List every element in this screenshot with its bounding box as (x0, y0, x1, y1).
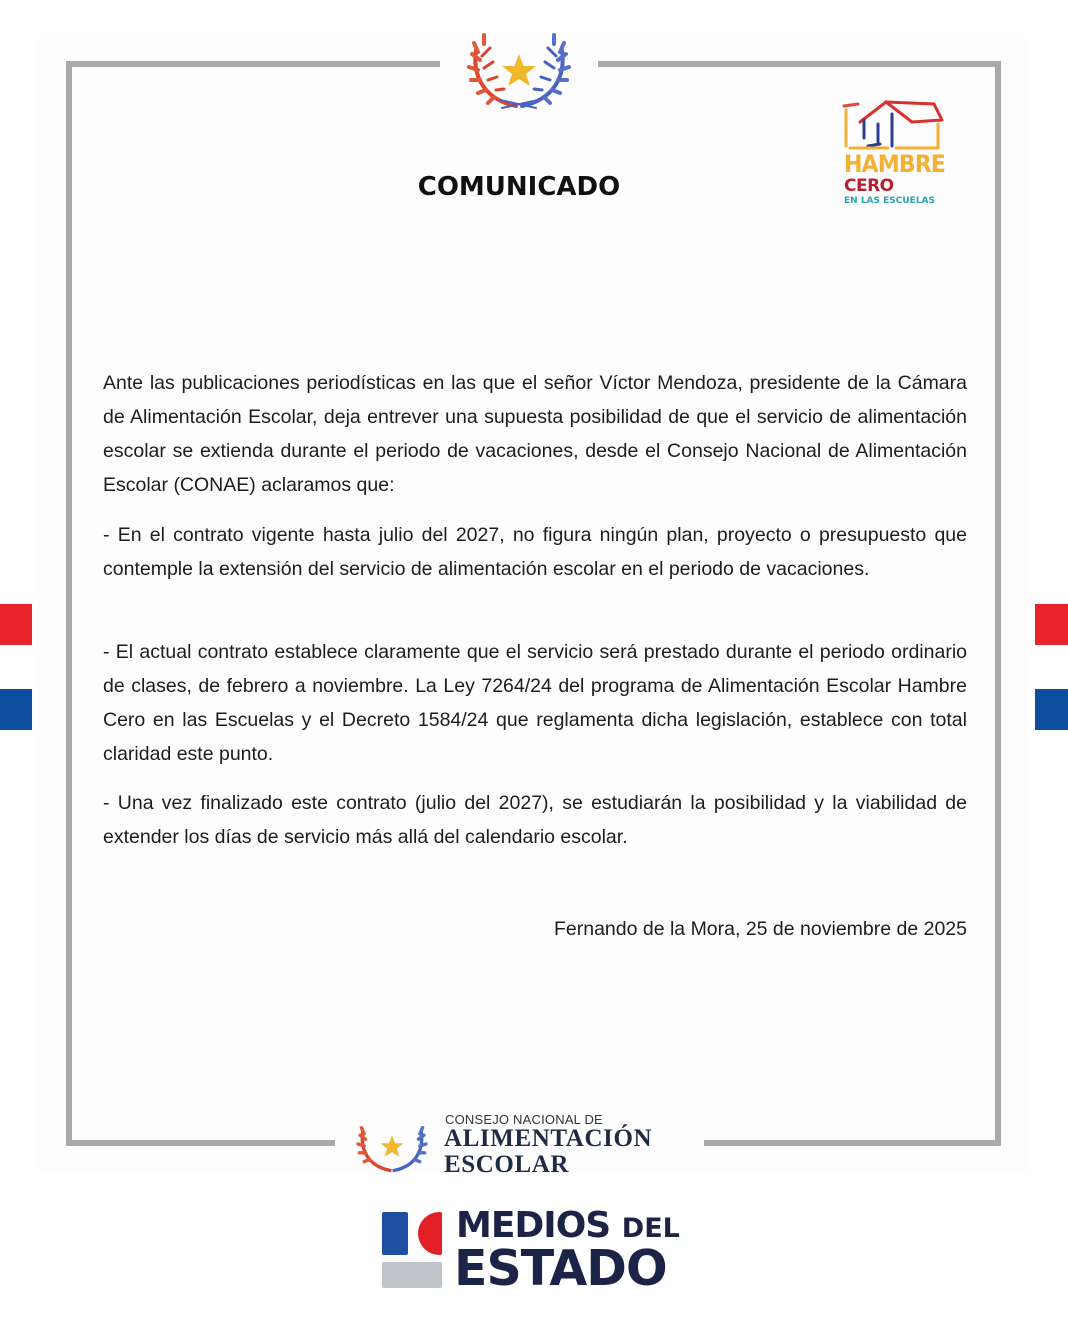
medios-del-estado-logo (380, 1205, 700, 1295)
conae-emblem-icon (356, 1116, 428, 1176)
medios-red-half-circle-icon (418, 1212, 442, 1255)
conae-line2: ALIMENTACIÓN (444, 1125, 653, 1152)
frame-top-right (598, 61, 1001, 67)
hambre-cero-line3: EN LAS ESCUELAS (844, 196, 936, 206)
medios-gray-block-icon (382, 1262, 442, 1288)
medios-blue-block-icon (382, 1212, 408, 1255)
flag-blue-bar-right (1035, 689, 1068, 730)
paragraph-2: - En el contrato vigente hasta julio del 2027, no figura ningún plan, proyecto o presupuesto que contemple la extensión del servicio de alimentación escolar en el periodo de vacaciones. (103, 524, 967, 580)
frame-bottom-right (704, 1140, 1001, 1146)
hambre-cero-logo (838, 98, 953, 213)
estado-word: ESTADO (454, 1240, 667, 1297)
medios-word: MEDIOS (456, 1205, 611, 1246)
frame-left (66, 61, 72, 1146)
flag-blue-bar-left (0, 689, 32, 730)
paragraph-1: Ante las publicaciones periodísticas en las que el señor Víctor Mendoza, presidente de la Cámara de Alimentación Escolar, deja entrever una supuesta posibilidad de que el servicio de alimentación escolar se extienda durante el periodo de vacaciones, desde el Consejo Nacional de Alimentación Escolar (CONAE) aclaramos que: (103, 372, 967, 496)
paraguay-emblem-icon (466, 30, 572, 110)
frame-bottom-left (66, 1140, 335, 1146)
point-1 (103, 518, 967, 586)
paragraph-4: - Una vez finalizado este contrato (julio del 2027), se estudiarán la posibilidad y la viabilidad de extender los días de servicio más allá del calendario escolar. (103, 792, 967, 848)
place-date-signoff: Fernando de la Mora, 25 de noviembre de 2025 (553, 918, 967, 940)
conae-logo (352, 1112, 697, 1182)
intro-paragraph (103, 366, 967, 502)
del-word: DEL (621, 1213, 680, 1244)
conae-line1: CONSEJO NACIONAL DE (445, 1112, 603, 1127)
flag-red-bar-left (0, 604, 32, 645)
frame-top-left (66, 61, 440, 67)
point-2 (103, 635, 967, 771)
school-house-icon (838, 98, 953, 154)
frame-right (995, 61, 1001, 1146)
flag-red-bar-right (1035, 604, 1068, 645)
point-3 (103, 786, 967, 854)
page-title: COMUNICADO (417, 172, 621, 202)
conae-line3: ESCOLAR (444, 1151, 570, 1178)
hambre-cero-line1: HAMBRE (844, 150, 945, 178)
paragraph-3: - El actual contrato establece claramente que el servicio será prestado durante el periodo ordinario de clases, de febrero a noviembre. La Ley 7264/24 del programa de Alimentación Escolar Hambre Cero en las Escuelas y el Decreto 1584/24 que reglamenta dicha legislación, establece con total claridad este punto. (103, 641, 967, 765)
hambre-cero-line2: CERO (844, 176, 894, 196)
